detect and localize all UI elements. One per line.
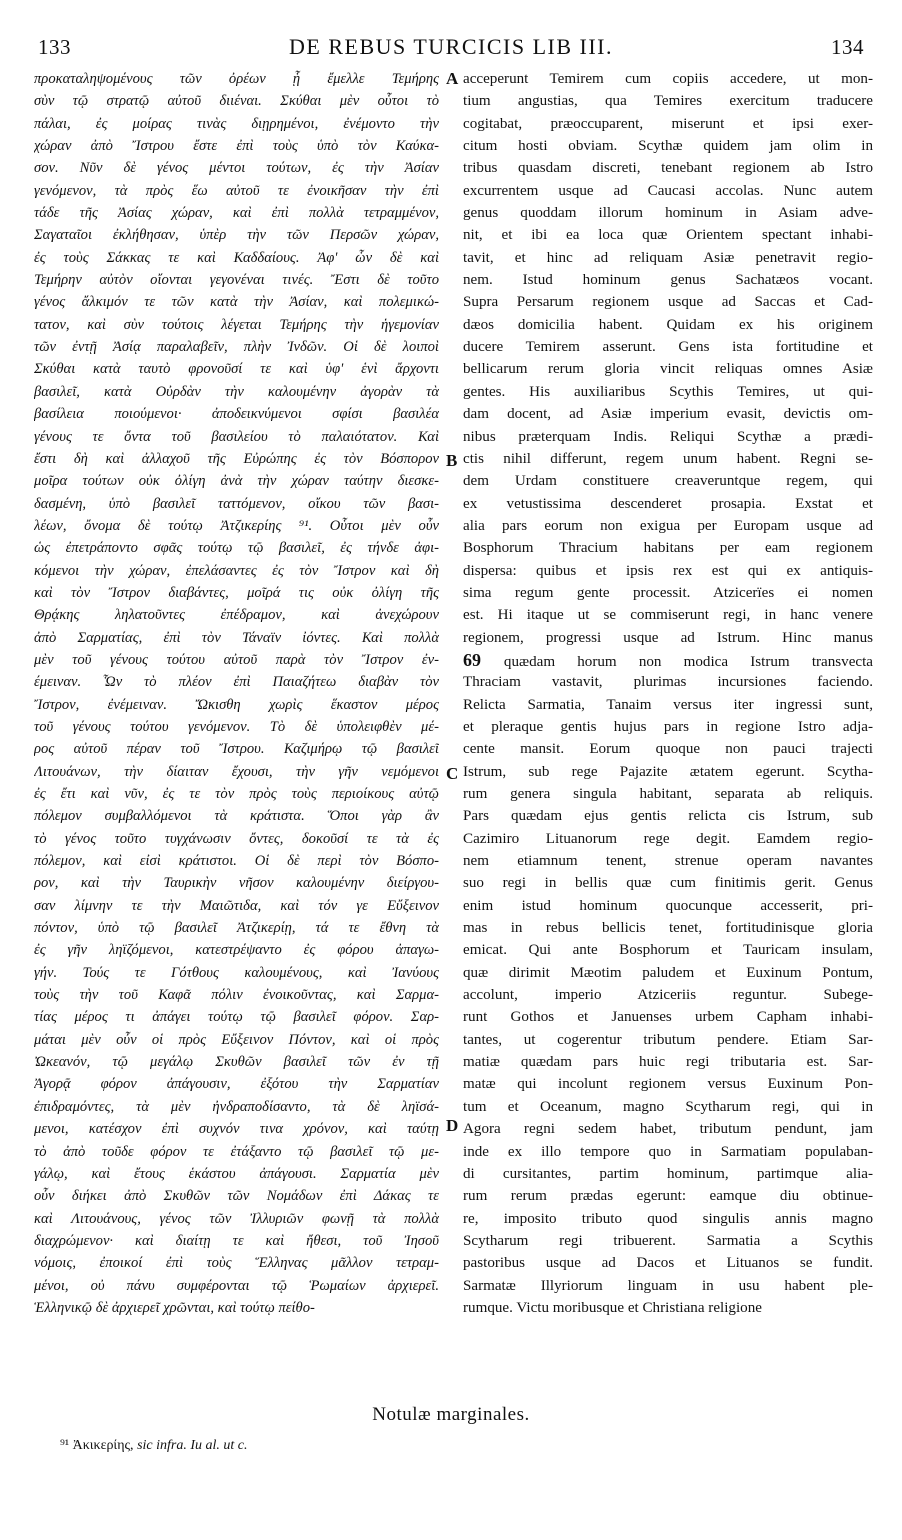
greek-line: βασίλεια ποιούμενοι· ἀποδεικνύμενοι σφίσι βασιλέα bbox=[34, 406, 439, 423]
section-letter-b: B bbox=[446, 451, 458, 470]
greek-line: γήν. Τούς τε Γότθους καλουμένους, καὶ Ἰανύους bbox=[34, 964, 439, 981]
section-letter-a: A bbox=[446, 69, 459, 88]
greek-line: νόμοις, ἐποικοί ἐπὶ τοὺς Ἕλληνας μᾶλλον τετραμ- bbox=[34, 1255, 439, 1272]
greek-line: τοὺς τὴν τοῦ Καφᾶ πόλιν ἐνοικοῦντας, καὶ Σαρμα- bbox=[34, 987, 439, 1004]
greek-line: λέων, ὄνομα δὲ τούτῳ Ἀτζικερίης ⁹¹. Οὗτοι μὲν οὖν bbox=[34, 517, 439, 534]
greek-line: Σκύθαι κατὰ ταυτὸ φρονοῦσί τε καὶ ὑφ' ἑνὶ ἄρχοντι bbox=[34, 361, 439, 378]
latin-line: Bosphorum Thracium habitans per eam regionem bbox=[463, 540, 873, 557]
latin-line: cogitabat, præoccuparent, miserunt et ipsi exer- bbox=[463, 115, 873, 132]
latin-line: dæos domicilia habent. Quidam ex his originem bbox=[463, 316, 873, 333]
latin-line: nem etiamnum tenent, strenue operam navantes bbox=[463, 853, 873, 870]
greek-line: μὲν τοῦ γένους τούτου αὐτοῦ παρὰ τὸν Ἴστρον ἐν- bbox=[34, 651, 439, 668]
latin-line: gentes. His auxiliaribus Scythis Temires, ut qui- bbox=[463, 383, 873, 400]
latin-line: rum rerum prædas egerunt: eamque diu obtinue- bbox=[463, 1188, 873, 1205]
greek-line: ὡς ἐπετράποντο σφᾶς τούτῳ τῷ βασιλεῖ, ἐς τήνδε ἀφι- bbox=[34, 540, 439, 557]
latin-line: di cursitantes, partim hominum, partimque alia- bbox=[463, 1165, 873, 1182]
latin-line: bellicarum rerum gloria vincit reliquas omnes Asiæ bbox=[463, 361, 873, 378]
greek-line: Θρᾴκης ληλατοῦντες ἐπέδραμον, καὶ ἀνεχώρουν bbox=[34, 607, 439, 624]
latin-line: rum genera singula habitant, separata ab reliquis. bbox=[463, 786, 873, 802]
greek-line: Τεμήρην αὐτὸν οἴονται γεγονέναι τινές. Ἔστι δὲ τοῦτο bbox=[34, 272, 439, 289]
greek-line: γένους τε ὄντα τοῦ βασιλείου τὸ παλαιότατον. Καὶ bbox=[34, 428, 439, 445]
greek-line: Ἴστρον, ἐνέμειναν. Ὤκισθη χωρὶς ἕκαστον μέρος bbox=[34, 696, 439, 713]
notes-heading: Notulæ marginales. bbox=[372, 1404, 530, 1425]
greek-line: μενοι, κατέσχον ἐπὶ συχνόν τινα χρόνον, καὶ ταύτῃ bbox=[34, 1121, 439, 1138]
greek-line: ἐς ἔτι καὶ νῦν, ἐς τε τὸν πρὸς τοὺς περιοίκους αὐτῷ bbox=[34, 786, 439, 802]
greek-line: τὸ γένος τοῦτο τυγχάνωσιν ὄντες, δοκοῦσί τε τὰ ἐς bbox=[34, 830, 439, 847]
latin-line: et pleraque gentis hujus pars in regione Istro adja- bbox=[463, 718, 873, 735]
greek-line: γενόμενον, τὰ πρὸς ἕω αὐτοῦ τε ἐνοικῆσαν τὴν ἐπὶ bbox=[34, 182, 439, 199]
greek-line: πόντον, ὑπὸ τῷ βασιλεῖ Ἀτζικερίῃ, τά τε ἔθνη τὰ bbox=[34, 920, 439, 937]
latin-line: mas in rebus bellicis tenet, fortitudinisque gloria bbox=[463, 920, 873, 937]
latin-line: re, imposito tributo quod singulis annis magno bbox=[463, 1210, 873, 1227]
latin-line: Supra Persarum regionem usque ad Saccas et Cad- bbox=[463, 294, 873, 311]
latin-line: ctis nihil differunt, regem unum habent. Regni se- bbox=[463, 450, 873, 467]
inline-page-number: 69 bbox=[463, 649, 504, 670]
latin-line: quæ dirimit Mæotim paludem et Euxinum Pontum, bbox=[463, 964, 873, 981]
latin-line: enim istud hominum quocunque accesserit, pri- bbox=[463, 897, 873, 914]
latin-line: inde ex illo tempore quo in Sarmatiam populaban- bbox=[463, 1143, 873, 1160]
latin-line: Cazimiro Lituanorum rege degit. Eamdem regio- bbox=[463, 830, 873, 847]
latin-line: ex vetustissima descenderet prosapia. Exstat et bbox=[463, 495, 873, 512]
latin-line: Sarmatæ Illyriorum linguam in usu habent ple- bbox=[463, 1277, 873, 1294]
running-head bbox=[38, 34, 864, 64]
greek-line: πάλαι, ἐς μοίρας τινὰς διῃρημένοι, ἐνέμοντο τὴν bbox=[34, 115, 439, 132]
greek-line: ρος αὐτοῦ πέραν τοῦ Ἴστρου. Καζιμήρῳ τῷ βασιλεῖ bbox=[34, 741, 439, 758]
section-letter-d: D bbox=[446, 1116, 459, 1135]
greek-line: Ὠκεανόν, τῷ μεγάλῳ Σκυθῶν βασιλεῖ τῶν ἐν τῇ bbox=[34, 1054, 439, 1071]
latin-line: est. Hi itaque ut se commiserunt regi, in hanc venere bbox=[463, 607, 873, 624]
greek-line: τὸ ἀπὸ τοῦδε φόρον τε ἐτάξαντο τῷ βασιλεῖ τῷ με- bbox=[34, 1143, 439, 1160]
greek-line: τίας μέρος τι ἀπάγει τούτῳ τῷ βασιλεῖ φόρον. Σαρ- bbox=[34, 1009, 439, 1026]
greek-line: Σαγαταῖοι ἐκλήθησαν, ὑπὲρ τὴν τῶν Περσῶν χώραν, bbox=[34, 227, 439, 244]
greek-line: βασιλεῖ, κατὰ Οὐρδὰν τὴν καλουμένην ἀγορὰν τὰ bbox=[34, 383, 439, 400]
latin-line: accolunt, imperio Atziceriis reguntur. Subege- bbox=[463, 987, 873, 1004]
greek-line: προκαταληψομένους τῶν ὀρέων ᾗ ἔμελλε Τεμήρης bbox=[34, 71, 439, 87]
greek-line: καὶ τὸν Ἴστρον διαβάντες, μοῖρά τις οὐκ ὀλίγη τῆς bbox=[34, 584, 439, 601]
greek-line: ἐς τοὺς Σάκκας τε καὶ Καδδαίους. Ἀφ' ὧν δὲ καὶ bbox=[34, 249, 439, 266]
greek-line: ἀπὸ Σαρματίας, ἐπὶ τὸν Τάναϊν ἰόντες. Καὶ πολλὰ bbox=[34, 629, 439, 646]
latin-line: dam docent, ad Asiæ imperium evasit, devictis om- bbox=[463, 406, 873, 423]
latin-line: dispersa: quibus et ipsis rex est qui ex antiquis- bbox=[463, 562, 873, 579]
latin-line: Relicta Sarmatia, Tanaim versus iter ingressi sunt, bbox=[463, 696, 873, 713]
greek-line: σαν λίμνην τε τὴν Μαιῶτιδα, καὶ τόν γε Εὔξεινον bbox=[34, 897, 439, 914]
greek-line: διαχρώμενον· καὶ διαίτῃ τε καὶ ἤθεσι, τοῦ Ἰησοῦ bbox=[34, 1232, 439, 1249]
greek-line: Λιτουάνων, τὴν δίαιταν ἔχουσι, τὴν γῆν νεμόμενοι bbox=[34, 763, 439, 780]
greek-line: σὺν τῷ στρατῷ αὐτοῦ διιέναι. Σκύθαι μὲν οὗτοι τὸ bbox=[34, 93, 439, 110]
latin-line: matiæ quædam pars huic regi tributaria est. Sar- bbox=[463, 1054, 873, 1071]
greek-line: κόμενοι τὴν χώραν, ἐπελάσαντες ἐς τὸν Ἴστρον καὶ δὴ bbox=[34, 562, 439, 579]
greek-line: χώραν ἀπὸ Ἴστρου ἔστε ἐπὶ τοὺς ὑπὸ τὸν Καύκα- bbox=[34, 138, 439, 155]
greek-line: μοῖρα τούτων οὐκ ὀλίγη ἀνὰ τὴν χώραν ταύτην διεσκε- bbox=[34, 473, 439, 490]
latin-line: nibus præterquam Indis. Reliqui Scythæ a prædi- bbox=[463, 428, 873, 445]
latin-line: Agora regni sedem habet, tributum pendunt, jam bbox=[463, 1121, 873, 1138]
latin-line: citum hosti obviam. Scythæ quidem jam olim in bbox=[463, 138, 873, 155]
latin-line: Pars quædam ejus gentis relicta cis Istrum, sub bbox=[463, 808, 873, 825]
footnote-greek: Ἀκικερίης, bbox=[72, 1438, 134, 1453]
greek-line: τάδε τῆς Ἀσίας χώραν, καὶ ἐπὶ πολλὰ τετραμμένον, bbox=[34, 205, 439, 222]
section-letter-c: C bbox=[446, 764, 459, 783]
greek-line: Ἑλληνικῷ δὲ ἀρχιερεῖ χρῶνται, καὶ τούτῳ πείθο- bbox=[34, 1299, 315, 1316]
greek-line: τοῦ γένους τούτου γενόμενον. Τὸ δὲ ὑπολειφθὲν μέ- bbox=[34, 718, 439, 735]
latin-line: tum et Oceanum, magno Scytharum regi, qui in bbox=[463, 1098, 873, 1115]
footnote bbox=[60, 1438, 248, 1454]
latin-line: regionem, progressi usque ad Istrum. Hinc manus bbox=[463, 629, 873, 646]
latin-line: ducere Temirem asserunt. Gens ista fortitudine et bbox=[463, 339, 873, 356]
latin-line: rumque. Victu moribusque et Christiana religione bbox=[463, 1299, 762, 1316]
greek-line: τῶν ἐντῇ Ἀσίᾳ παραλαβεῖν, πλὴν Ἰνδῶν. Οἱ δὲ λοιποὶ bbox=[34, 339, 439, 356]
latin-line: Scytharum regi tribuerent. Sarmatia a Scythis bbox=[463, 1232, 873, 1249]
page-number-right: 134 bbox=[831, 35, 864, 59]
latin-line: 69 quædam horum non modica Istrum transvecta bbox=[463, 649, 873, 670]
greek-line: ἔστι δὴ καὶ ἀλλαχοῦ τῆς Εὐρώπης ἐς τὸν Βόσπορον bbox=[34, 450, 439, 467]
latin-line: dem Urdam constituere creaveruntque regem, qui bbox=[463, 473, 873, 490]
latin-line: matæ qui incolunt regionem versus Euxinum Pon- bbox=[463, 1076, 873, 1093]
footnote-mark: ⁹¹ bbox=[60, 1438, 70, 1453]
latin-line: pastoribus usque ad Dacos et Lituanos se fundit. bbox=[463, 1255, 873, 1272]
greek-line: ἐς γῆν ληϊζόμενοι, κατεστρέψαντο ἐς φόρου ἀπαγω- bbox=[34, 942, 439, 959]
page-number-left: 133 bbox=[38, 35, 71, 59]
greek-line: ἐπιδραμόντες, τὰ μὲν ἠνδραποδίσαντο, τὰ δὲ ληϊσά- bbox=[34, 1098, 439, 1115]
latin-line: emicat. Qui ante Bosphorum et Tauricam insulam, bbox=[463, 942, 873, 959]
latin-line: genus quoddam illorum hominum in Asiam adve- bbox=[463, 205, 873, 222]
greek-line: καὶ Λιτουάνους, γένος τῶν Ἰλλυριῶν φωνῇ τὰ πολλὰ bbox=[34, 1210, 439, 1227]
greek-line: μένοι, οὐ πάνυ συμφέρονται τῷ Ῥωμαίων ἀρχιερεῖ. bbox=[34, 1277, 439, 1294]
latin-line: nit, et ibi ea loca quæ Orientem spectant inhabi- bbox=[463, 227, 873, 244]
greek-line: έμειναν. Ὧν τὸ πλέον ἐπὶ Παιαζήτεω διαβὰν τὸν bbox=[34, 674, 439, 691]
latin-line: tribus quasdam discreti, tenebant regionem ab Istro bbox=[463, 160, 873, 177]
greek-line: ρον, καὶ τὴν Ταυρικὴν νῆσον καλουμένην διείργου- bbox=[34, 875, 439, 892]
greek-line: δασμένη, ὑπὸ βασιλεῖ ταττόμενον, οἴκου τῶν βασι- bbox=[34, 495, 439, 512]
greek-line: Ἀγορᾷ φόρον ἀπάγουσιν, ἐξότου τὴν Σαρματίαν bbox=[34, 1076, 439, 1093]
greek-line: σον. Νῦν δὲ γένος μέντοι τούτων, ἐς τὴν Ἀσίαν bbox=[34, 160, 439, 177]
latin-line: excurrentem usque ad Caucasi accolas. Nunc autem bbox=[463, 182, 873, 199]
greek-line: μάται μὲν οὖν οἱ πρὸς Εὔξεινον Πόντον, καὶ οἱ πρὸς bbox=[34, 1031, 439, 1048]
greek-line: τατον, καὶ σὺν τούτοις λέγεται Τεμήρης τὴν ἡγεμονίαν bbox=[34, 316, 439, 333]
greek-line: γάλῳ, καὶ ἔτους ἑκάστου ἀπάγουσι. Σαρματία μὲν bbox=[34, 1165, 439, 1182]
latin-column bbox=[463, 68, 873, 1319]
latin-line: acceperunt Temirem cum copiis accedere, ut mon- bbox=[463, 71, 873, 87]
latin-line: tantes, ut cogerentur tributum pendere. Etiam Sar- bbox=[463, 1031, 873, 1048]
latin-line: sima regum gente processit. Atzicerïes ei nomen bbox=[463, 584, 873, 601]
latin-line: cente mansit. Eorum quoque non pauci trajecti bbox=[463, 741, 873, 758]
latin-line: tium angustias, qua Temires exercitum traducere bbox=[463, 93, 873, 110]
footnote-text: sic infra. Iu al. ut c. bbox=[137, 1438, 248, 1453]
greek-line: οὖν διήκει ἀπὸ Σκυθῶν τῶν Νομάδων ἐπὶ Δάκας τε bbox=[34, 1188, 439, 1205]
greek-column bbox=[34, 68, 439, 1319]
latin-line: alia pars eorum non exigua per Europam usque ad bbox=[463, 517, 873, 534]
latin-line: Thraciam vastavit, plurimas incursiones faciendo. bbox=[463, 674, 873, 691]
latin-line: suo regi in bellis quæ cum finitimis gerit. Genus bbox=[463, 875, 873, 892]
latin-line: nem. Istud hominum genus Sachatæos vocant. bbox=[463, 272, 873, 289]
greek-line: πόλεμον συμβαλλόμενοι τὰ κράτιστα. Ὅποι γὰρ ἂν bbox=[34, 808, 439, 825]
latin-line: runt Gothos et Januenses urbem Capham inhabi- bbox=[463, 1009, 873, 1026]
latin-line: Istrum, sub rege Pajazite ætatem egerunt. Scytha- bbox=[463, 763, 873, 780]
running-title: DE REBUS TURCICIS LIB III. bbox=[289, 34, 613, 59]
greek-line: γένος ἄλκιμόν τε τῶν κατὰ τὴν Ἀσίαν, καὶ πολεμικώ- bbox=[34, 294, 439, 311]
greek-line: πόλεμον, καὶ εἰσὶ κράτιστοι. Οἱ δὲ περὶ τὸν Βόσπο- bbox=[34, 853, 439, 870]
latin-line: tavit, et hinc ad reliquam Asiæ penetravit regio- bbox=[463, 249, 873, 266]
